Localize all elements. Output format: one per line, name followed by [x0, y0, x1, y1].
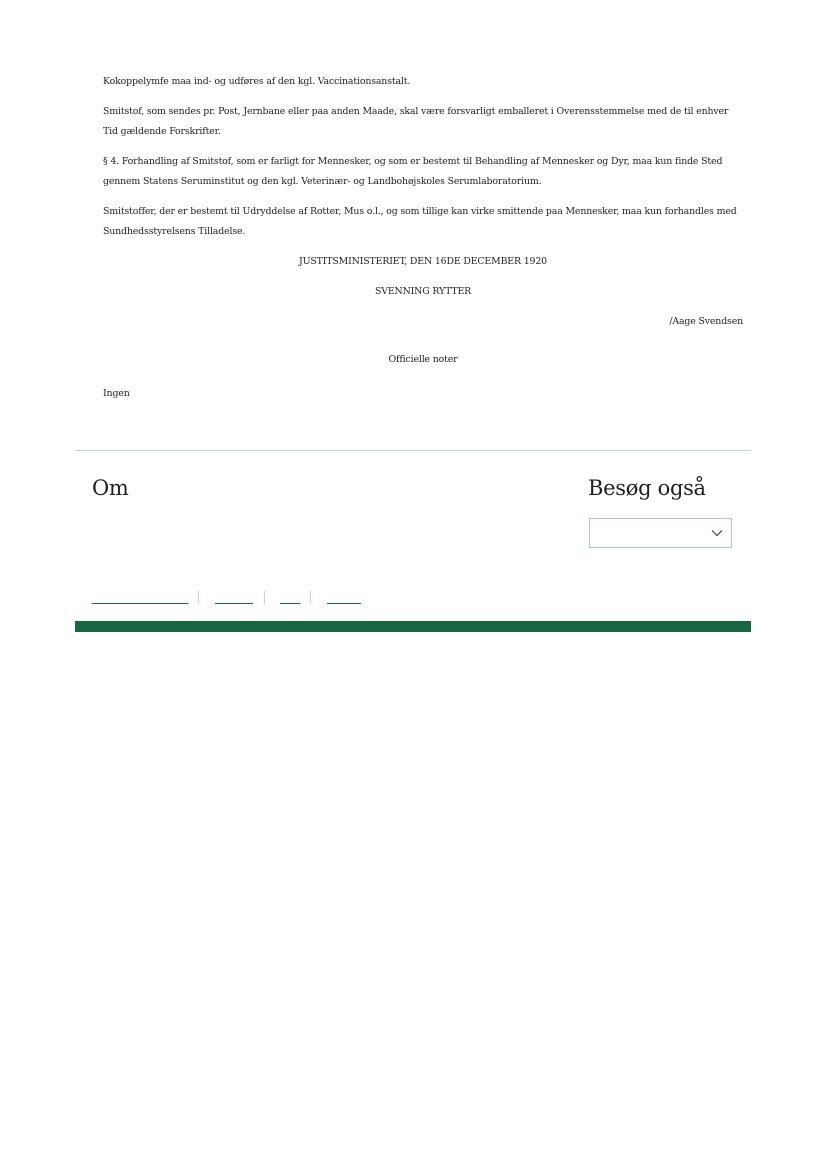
signature-cosign: /Aage Svendsen — [669, 316, 743, 327]
paragraph-vaccination: Kokoppelymfe maa ind- og udføres af den kgl. Vaccinationsanstalt. — [103, 76, 411, 87]
footer-link-1[interactable] — [92, 591, 188, 604]
official-notes-heading: Officielle noter — [388, 354, 458, 365]
footer-link-4[interactable] — [327, 591, 361, 604]
paragraph-rodent-control: Smitstoffer, der er bestemt til Udryddelse af Rotter, Mus o.l., og som tillige kan virke smittende paa Mennesker, maa kun forhandles med Sundhedsstyrelsens Tilladelse. — [103, 206, 737, 237]
paragraph-shipping: Smitstof, som sendes pr. Post, Jernbane eller paa anden Maade, skal være forsvarligt emballeret i Overensstemmelse med de til enhver Tid gældende Forskrifter. — [103, 106, 729, 137]
paragraph-section-4: § 4. Forhandling af Smitstof, som er farligt for Mennesker, og som er bestemt til Behandling af Mennesker og Dyr, maa kun finde Sted gennem Statens Seruminstitut og den kgl. Veterinær- og Landbohøjskoles Serumlaboratorium. — [103, 156, 723, 187]
official-notes-body: Ingen — [103, 388, 130, 399]
site-footer — [75, 450, 751, 632]
footer-link-2[interactable] — [215, 591, 253, 604]
footer-link-separator — [198, 591, 199, 604]
about-heading: Om — [92, 476, 129, 500]
visit-also-select[interactable] — [589, 518, 732, 548]
chevron-down-icon — [711, 527, 723, 539]
signature-name: SVENNING RYTTER — [374, 286, 472, 297]
footer-accent-bar — [75, 621, 751, 632]
signature-date: JUSTITSMINISTERIET, DEN 16DE DECEMBER 1920 — [299, 256, 547, 267]
footer-link-separator — [310, 591, 311, 604]
footer-link-3[interactable] — [280, 591, 300, 604]
document-body — [103, 72, 743, 404]
footer-link-separator — [264, 591, 265, 604]
visit-also-heading: Besøg også — [588, 476, 706, 500]
